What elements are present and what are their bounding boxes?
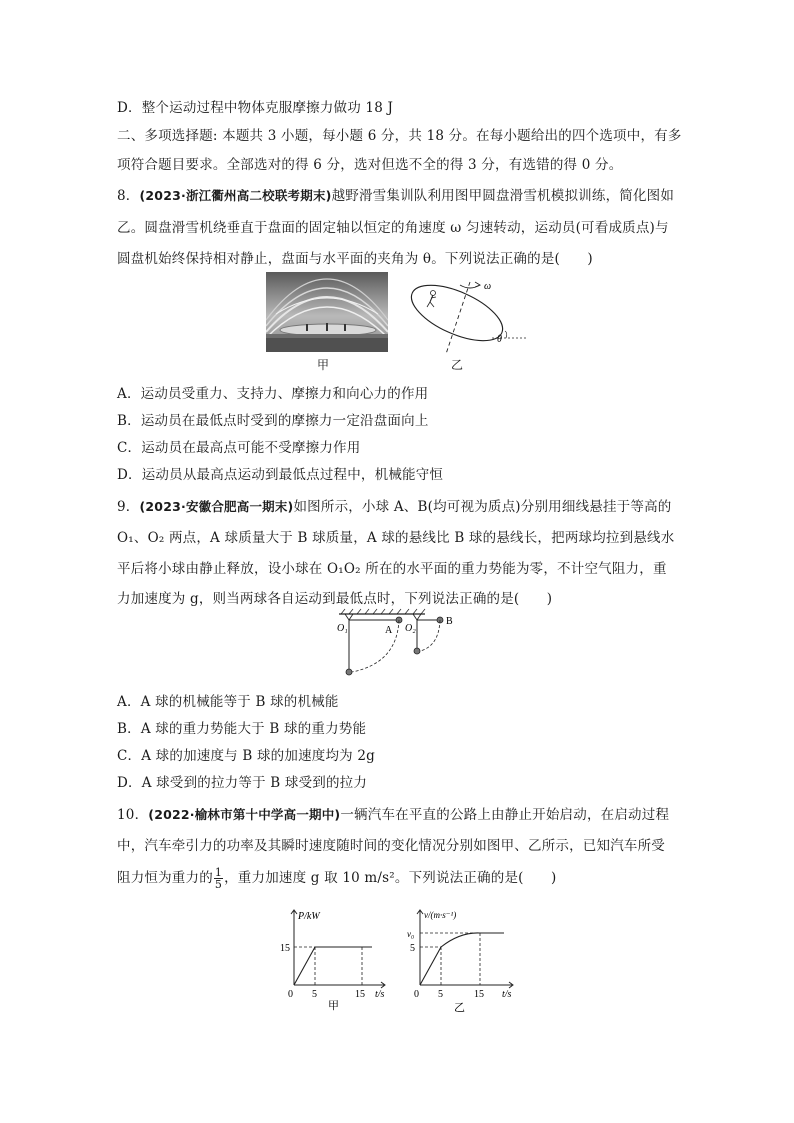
q8-option-c: C．运动员在最高点可能不受摩擦力作用 bbox=[117, 440, 361, 456]
fraction-numerator: 1 bbox=[214, 866, 223, 879]
ski-disk-diagram bbox=[402, 278, 532, 358]
q8-line3: 圆盘机始终保持相对静止，盘面与水平面的夹角为 θ。下列说法正确的是( ) bbox=[117, 251, 593, 267]
section2-heading-line1: 二、多项选择题: 本题共 3 小题，每小题 6 分，共 18 分。在每小题给出的四个选项中，有多 bbox=[117, 128, 682, 144]
theta-label: θ bbox=[497, 334, 502, 345]
q10-line3-start: 阻力恒为重力的 bbox=[117, 870, 213, 886]
q8-option-b: B．运动员在最低点时受到的摩擦力一定沿盘面向上 bbox=[117, 413, 429, 429]
velocity-time-graph bbox=[394, 905, 520, 1031]
q9-source: (2023·安徽合肥高一期末) bbox=[139, 499, 294, 514]
q10-line3 bbox=[117, 866, 557, 890]
q9-text: 如图所示，小球 A、B(均可视为质点)分别用细线悬挂于等高的 bbox=[293, 499, 672, 515]
v-graph-xlabel: t/s bbox=[502, 989, 512, 1000]
p-graph-xtick1: 5 bbox=[312, 989, 317, 1000]
q8-fig-caption-left: 甲 bbox=[317, 358, 330, 372]
q9-line1 bbox=[117, 495, 671, 515]
q9-option-d: D．A 球受到的拉力等于 B 球受到的拉力 bbox=[117, 775, 368, 791]
q10-line3-end: ，重力加速度 g 取 10 m/s²。下列说法正确的是( ) bbox=[224, 870, 557, 886]
q10-text: 一辆汽车在平直的公路上由静止开始启动，在启动过程 bbox=[340, 807, 670, 823]
q8-option-d: D．运动员从最高点运动到最低点过程中，机械能守恒 bbox=[117, 467, 444, 483]
omega-label: ω bbox=[484, 281, 492, 292]
q8-text: 越野滑雪集训队利用图甲圆盘滑雪机模拟训练，简化图如 bbox=[331, 188, 675, 204]
p-graph-origin: 0 bbox=[288, 989, 293, 1000]
q10-line1 bbox=[117, 803, 669, 823]
q8-option-a: A．运动员受重力、支持力、摩擦力和向心力的作用 bbox=[117, 386, 429, 402]
section2-heading-line2: 项符合题目要求。全部选对的得 6 分，选对但选不全的得 3 分，有选错的得 0 分。 bbox=[117, 157, 623, 173]
p-graph-xlabel: t/s bbox=[375, 989, 385, 1000]
q10-number: 10． bbox=[117, 807, 149, 823]
q8-line1 bbox=[117, 184, 674, 204]
v-graph-origin: 0 bbox=[414, 989, 419, 1000]
q9-option-a: A．A 球的机械能等于 B 球的机械能 bbox=[117, 694, 339, 710]
p-graph-ytick: 15 bbox=[280, 943, 290, 954]
q9-option-c: C．A 球的加速度与 B 球的加速度均为 2g bbox=[117, 748, 375, 764]
q9-option-b: B．A 球的重力势能大于 B 球的重力势能 bbox=[117, 721, 367, 737]
ball-a-label: A bbox=[385, 625, 393, 636]
o2-label: O₂ bbox=[405, 623, 416, 634]
pendulum-diagram bbox=[335, 608, 465, 688]
q9-line2: O₁、O₂ 两点，A 球质量大于 B 球质量，A 球的悬线比 B 球的悬线长，把两球均拉到悬线水 bbox=[117, 530, 675, 546]
v-graph-xtick1: 5 bbox=[438, 989, 443, 1000]
q10-line2: 中，汽车牵引力的功率及其瞬时速度随时间的变化情况分别如图甲、乙所示，已知汽车所受 bbox=[117, 838, 665, 854]
v-graph-ytick: 5 bbox=[410, 943, 415, 954]
power-time-graph bbox=[272, 905, 392, 1017]
fraction-one-fifth bbox=[214, 867, 223, 890]
ball-b-label: B bbox=[446, 616, 453, 627]
p-graph-xtick2: 15 bbox=[355, 989, 365, 1000]
p-graph-ylabel: P/kW bbox=[298, 911, 320, 922]
q9-number: 9． bbox=[117, 499, 140, 515]
ski-machine-photo bbox=[266, 272, 388, 352]
v-graph-caption: 乙 bbox=[454, 1002, 465, 1014]
q8-line2: 乙。圆盘滑雪机绕垂直于盘面的固定轴以恒定的角速度 ω 匀速转动，运动员(可看成质点)与 bbox=[117, 220, 669, 236]
o1-label: O₁ bbox=[337, 623, 348, 634]
fraction-denominator: 5 bbox=[214, 878, 223, 891]
v-graph-ytick-v0: v₀ bbox=[407, 929, 415, 939]
q10-source: (2022·榆林市第十中学高一期中) bbox=[148, 807, 341, 822]
q9-line4: 力加速度为 g，则当两球各自运动到最低点时，下列说法正确的是( ) bbox=[117, 591, 553, 607]
v-graph-xtick2: 15 bbox=[474, 989, 484, 1000]
q8-source: (2023·浙江衢州高二校联考期末) bbox=[139, 188, 332, 203]
q9-line3: 平后将小球由静止释放，设小球在 O₁O₂ 所在的水平面的重力势能为零，不计空气阻力，重 bbox=[117, 561, 667, 577]
p-graph-caption: 甲 bbox=[328, 1000, 339, 1012]
q7-option-d: D．整个运动过程中物体克服摩擦力做功 18 J bbox=[117, 100, 394, 116]
q8-fig-caption-right: 乙 bbox=[451, 358, 464, 372]
q8-number: 8． bbox=[117, 188, 140, 204]
v-graph-ylabel: v/(m·s⁻¹) bbox=[424, 910, 457, 920]
